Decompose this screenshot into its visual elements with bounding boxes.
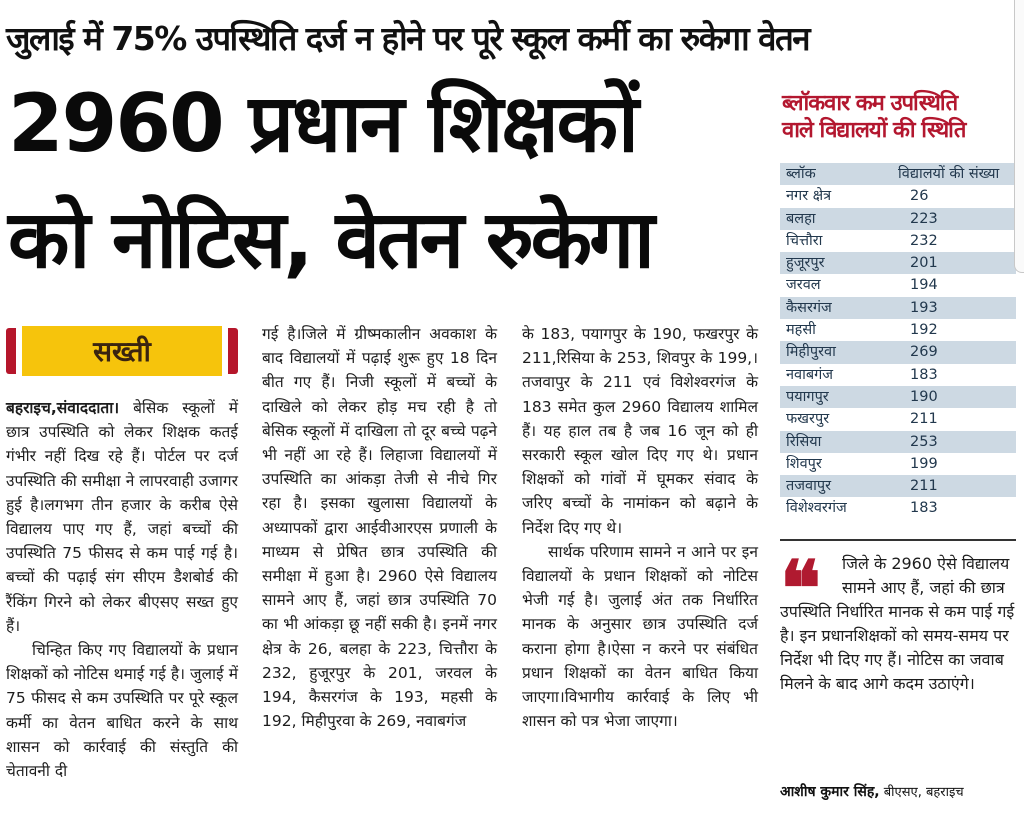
block-name: हुजूरपुर [786, 255, 825, 272]
column-3-paragraph-2: सार्थक परिणाम सामने न आने पर इन विद्यालयों के प्रधान शिक्षकों को नोटिस भेजी गई है। जुलाई अंत तक निर्धारित मानक के अनुसार छात्र उपस्थिति दर्ज कराना होगा है।ऐसा न करने पर संबंधित प्रधान शिक्षकों का वेतन बाधित किया जाएगा।विभागीय कार्रवाई के लिए भी शासन को पत्र भेजा जाएगा। [522, 542, 758, 731]
tag-bar [22, 326, 222, 376]
table-row [780, 364, 1016, 386]
tag-cap-right [228, 328, 238, 374]
tag-label: सख्ती [93, 335, 151, 368]
table-row [780, 475, 1016, 497]
quote-attribution [780, 782, 964, 801]
block-name: मिहीपुरवा [786, 344, 836, 361]
article-column-1 [6, 396, 238, 783]
table-row [780, 208, 1016, 230]
adjacent-page-edge [1014, 0, 1024, 273]
table-row [780, 252, 1016, 274]
sidebar-title-line-1: ब्लॉकवार कम उपस्थिति [782, 91, 958, 116]
block-name: चित्तौरा [786, 232, 823, 249]
table-row [780, 431, 1016, 453]
block-name: फखरपुर [786, 411, 830, 428]
school-count: 183 [910, 500, 938, 517]
school-count: 190 [910, 388, 938, 405]
block-name: महसी [786, 322, 816, 339]
block-name: रिसिया [786, 433, 822, 450]
dateline: बहराइच,संवाददाता। [6, 399, 120, 417]
block-name: कैसरगंज [786, 299, 832, 316]
table-row [780, 497, 1016, 519]
school-count: 193 [910, 299, 938, 316]
block-name: विशेश्वरगंज [786, 500, 847, 517]
headline-line-1: 2960 प्रधान शिक्षकों [8, 77, 637, 170]
tag-cap-left [6, 328, 16, 374]
school-count: 26 [910, 188, 929, 205]
school-count: 199 [910, 455, 938, 472]
pull-quote [780, 552, 1018, 696]
sidebar-title-line-2: वाले विद्यालयों की स्थिति [782, 118, 966, 143]
quote-mark-icon: ❝ [780, 554, 821, 600]
sidebar-divider [780, 539, 1016, 541]
school-count: 211 [910, 478, 938, 495]
section-tag [6, 326, 238, 374]
sidebar-title [782, 90, 1022, 144]
school-count: 183 [910, 366, 938, 383]
article-column-3 [522, 322, 758, 733]
header-count: विद्यालयों की संख्या [898, 166, 1000, 182]
block-name: नगर क्षेत्र [786, 188, 832, 205]
block-name: नवाबगंज [786, 366, 834, 383]
kicker-headline: जुलाई में 75% उपस्थिति दर्ज न होने पर पूरे स्कूल कर्मी का रुकेगा वेतन [6, 19, 810, 58]
school-count: 194 [910, 277, 938, 294]
main-headline [8, 77, 768, 310]
header-block: ब्लॉक [786, 166, 816, 182]
quote-text: जिले के 2960 ऐसे विद्यालय सामने आए हैं, जहां की छात्र उपस्थिति निर्धारित मानक से कम पाई गई है। इन प्रधानशिक्षकों को समय-समय पर निर्देश भी दिए गए हैं। नोटिस का जवाब मिलने के बाद आगे कदम उठाएंगे। [780, 554, 1015, 693]
table-row [780, 341, 1016, 363]
table-row [780, 408, 1016, 430]
school-count: 201 [910, 255, 938, 272]
table-row [780, 319, 1016, 341]
school-count: 223 [910, 210, 938, 227]
column-3-paragraph-1: के 183, पयागपुर के 190, फखरपुर के 211,रिसिया के 253, शिवपुर के 199,। तजवापुर के 211 एवं विशेश्वरगंज के 183 समेत कुल 2960 विद्यालय शामिल हैं। यह हाल तब है जब 16 जून को ही सरकारी स्कूल खोल दिए गए थे। प्रधान शिक्षकों को गांवों में घूमकर संवाद के जरिए बच्चों के नामांकन को बढ़ाने के निर्देश दिए गए थे। [522, 325, 758, 537]
table-row [780, 230, 1016, 252]
quote-author: आशीष कुमार सिंह, [780, 784, 880, 800]
school-count: 232 [910, 232, 938, 249]
table-row [780, 274, 1016, 296]
table-row [780, 453, 1016, 475]
block-name: जरवल [786, 277, 821, 294]
block-name: तजवापुर [786, 478, 832, 495]
article-column-2 [262, 322, 497, 733]
block-name: पयागपुर [786, 388, 829, 405]
school-count: 192 [910, 322, 938, 339]
quote-author-role: बीएसए, बहराइच [879, 785, 964, 800]
column-2-paragraph-1: गई है।जिले में ग्रीष्मकालीन अवकाश के बाद विद्यालयों में पढ़ाई शुरू हुए 18 दिन बीत गए हैं। निजी स्कूलों में बच्चों के दाखिले को लेकर होड़ मच रही है तो बेसिक स्कूलों में दाखिला तो दूर बच्चे पढ़ने भी नहीं आ रहे हैं। लिहाजा विद्यालयों में उपस्थिति का आंकड़ा तेजी से नीचे गिर रहा है। इसका खुलासा विद्यालयों के अध्यापकों द्वारा आईवीआरएस प्रणाली के माध्यम से प्रेषित छात्र उपस्थिति की समीक्षा में हुआ है। 2960 ऐसे विद्यालय सामने आए हैं, जहां छात्र उपस्थिति 70 का भी आंकड़ा छू नहीं सकी है। इनमें नगर क्षेत्र के 26, बलहा के 223, चित्तौरा के 232, हुजूरपुर के 201, जरवल के 194, कैसरगंज के 193, महसी के 192, मिहीपुरवा के 269, नवाबगंज [262, 325, 497, 731]
table-header-row [780, 163, 1016, 185]
school-count: 269 [910, 344, 938, 361]
table-row [780, 297, 1016, 319]
table-row [780, 185, 1016, 207]
school-count: 253 [910, 433, 938, 450]
column-1-paragraph-1: बेसिक स्कूलों में छात्र उपस्थिति को लेकर शिक्षक कतई गंभीर नहीं दिख रहे हैं। पोर्टल पर दर्ज उपस्थिति की समीक्षा ने लापरवाही उजागर हुई है।लगभग तीन हजार के करीब ऐसे विद्यालय पाए गए हैं, जहां बच्चों की उपस्थिति 75 फीसद से कम पाई गई है। बच्चों की पढ़ाई संग सीएम डैशबोर्ड की रैंकिंग गिरने को लेकर बीएसए सख्त हुए हैं। [6, 399, 238, 635]
block-name: शिवपुर [786, 455, 822, 472]
block-wise-table [780, 163, 1016, 520]
block-name: बलहा [786, 210, 816, 227]
headline-line-2: को नोटिस, वेतन रुकेगा [8, 193, 652, 286]
table-row [780, 386, 1016, 408]
column-1-paragraph-2: चिन्हित किए गए विद्यालयों के प्रधान शिक्षकों को नोटिस थमाई गई है। जुलाई में 75 फीसद से कम उपस्थिति पर पूरे स्कूल कर्मी का वेतन बाधित करने के साथ शासन को कार्रवाई की संस्तुति की चेतावनी दी [6, 641, 238, 781]
school-count: 211 [910, 411, 938, 428]
